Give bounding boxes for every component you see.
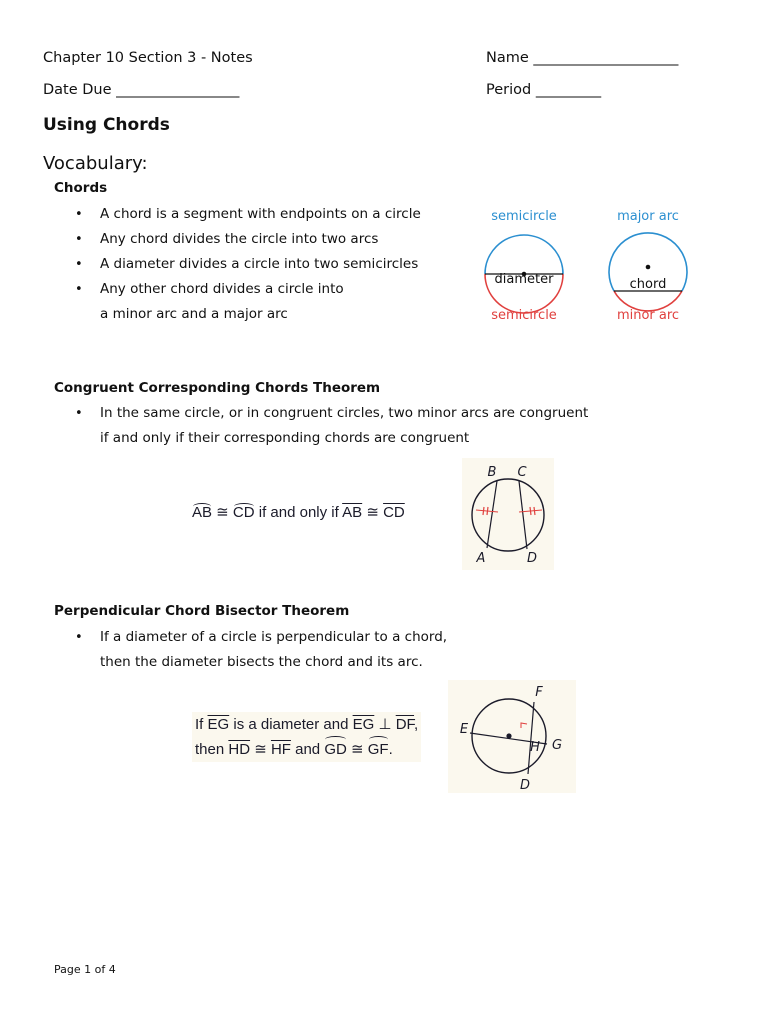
- semicircle-top-label: semicircle: [491, 209, 557, 224]
- point-e-label: E: [459, 722, 469, 737]
- point-d-label: D: [526, 551, 538, 566]
- theorem2-line-1: [195, 712, 418, 737]
- minor-arc-bottom-label: minor arc: [616, 308, 680, 323]
- list-item-continuation: a minor arc and a major arc: [100, 306, 288, 322]
- theorem2-line-2: [195, 737, 418, 762]
- date-due-field: Date Due _________________: [43, 82, 240, 98]
- list-item: • If a diameter of a circle is perpendicular to a chord,: [54, 625, 654, 650]
- page-number: Page 1 of 4: [54, 963, 116, 976]
- point-g-label: G: [551, 738, 563, 753]
- chords-list: [54, 202, 474, 327]
- diameter-text: is a diameter and: [229, 716, 353, 733]
- list-item: • A chord is a segment with endpoints on a circle: [54, 202, 474, 227]
- comma: ,: [414, 716, 419, 733]
- chord-arcs-figure: [478, 202, 693, 327]
- congruent-chords-figure: [462, 458, 554, 570]
- congruent-symbol: ≅: [362, 504, 384, 521]
- arc-ab: AB: [192, 504, 213, 521]
- point-d-label: D: [519, 778, 531, 793]
- period-field: Period _________: [486, 82, 602, 98]
- center-point: [506, 733, 511, 738]
- page-title: Using Chords: [43, 115, 170, 135]
- list-item-continuation: then the diameter bisects the chord and its arc.: [100, 654, 423, 670]
- arc-cd: CD: [232, 504, 255, 521]
- diameter-label: diameter: [494, 272, 554, 287]
- point-a-label: A: [476, 551, 486, 566]
- chords-heading: Chords: [54, 180, 108, 196]
- segment-eg: $\overline{EG}$: [352, 716, 375, 733]
- list-item-continuation: if and only if their corresponding chords are congruent: [100, 430, 470, 446]
- segment-hf: $\overline{HF}$: [270, 741, 291, 758]
- segment-hd: $\overline{HD}$: [228, 741, 251, 758]
- point-h-label: H: [530, 740, 540, 755]
- name-field: Name ____________________: [486, 50, 679, 66]
- center-point: [646, 265, 651, 270]
- congruent-symbol: ≅: [250, 741, 271, 758]
- segment-ab: $\overline{AB}$: [342, 504, 363, 521]
- arc-gd: GD: [324, 737, 347, 762]
- then-text: then: [195, 741, 229, 758]
- list-item: • Any chord divides the circle into two arcs: [54, 227, 474, 252]
- theorem1-statement: [192, 503, 405, 521]
- point-f-label: F: [535, 685, 543, 700]
- chord-label: chord: [629, 277, 667, 292]
- theorem1-heading: Congruent Corresponding Chords Theorem: [54, 380, 381, 396]
- theorem1-list: [54, 401, 654, 451]
- perpendicular-bisector-figure: [448, 680, 576, 793]
- if-text: If: [195, 716, 208, 733]
- point-c-label: C: [517, 465, 527, 480]
- perpendicular-symbol: ⊥: [374, 716, 396, 733]
- list-item: • A diameter divides a circle into two semicircles: [54, 252, 474, 277]
- point-b-label: B: [487, 465, 497, 480]
- list-item: • Any other chord divides a circle into: [54, 277, 474, 302]
- period-mark: .: [388, 741, 393, 758]
- chapter-title: Chapter 10 Section 3 - Notes: [43, 50, 253, 66]
- theorem2-statement: [192, 712, 421, 762]
- segment-cd: $\overline{CD}$: [383, 504, 405, 521]
- and-text: and: [290, 741, 325, 758]
- segment-df: $\overline{DF}$: [395, 716, 415, 733]
- list-item: • In the same circle, or in congruent circles, two minor arcs are congruent: [54, 401, 654, 426]
- theorem2-list: [54, 625, 654, 675]
- congruent-symbol: ≅: [212, 504, 233, 521]
- theorem2-heading: Perpendicular Chord Bisector Theorem: [54, 603, 350, 619]
- vocabulary-heading: Vocabulary:: [43, 153, 148, 174]
- major-arc-label: major arc: [617, 209, 679, 224]
- semicircle-bottom-label: semicircle: [491, 308, 557, 323]
- iff-text: if and only if: [254, 504, 343, 521]
- congruent-symbol: ≅: [346, 741, 368, 758]
- segment-eg: $\overline{EG}$: [207, 716, 230, 733]
- upper-semicircle: [485, 235, 563, 274]
- arc-gf: GF: [368, 737, 389, 762]
